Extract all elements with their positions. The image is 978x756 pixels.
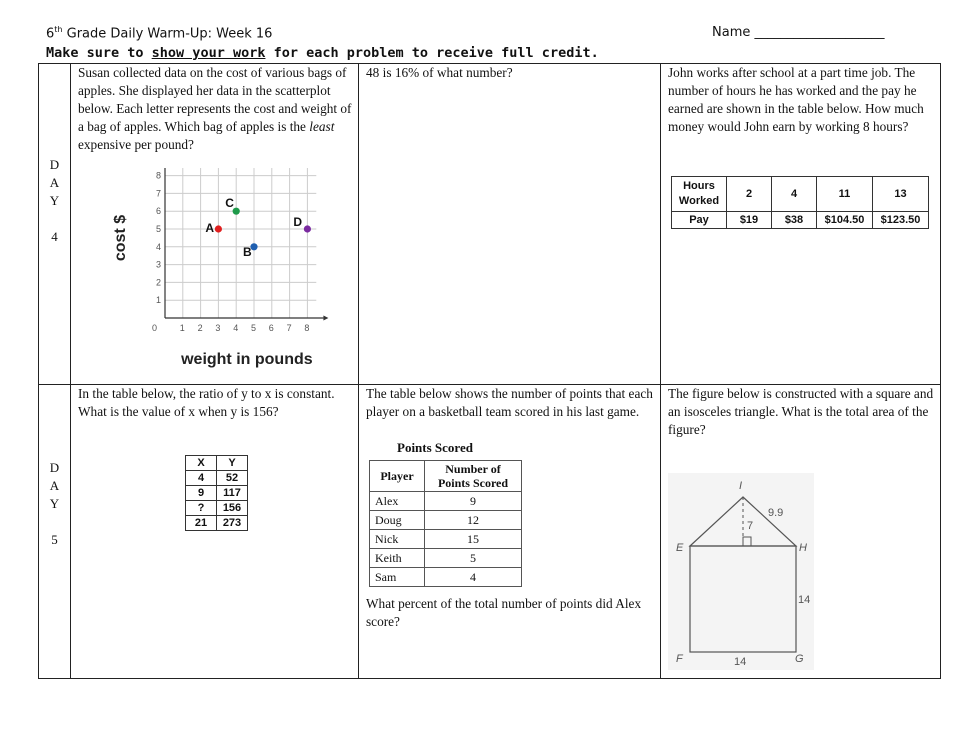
x-tick-label: 0 (152, 323, 158, 333)
points-table (369, 460, 522, 587)
player-name: Doug (370, 511, 425, 530)
x-tick-label: 6 (268, 323, 274, 333)
vertex-label-h: H (799, 542, 807, 554)
x-tick-label: 5 (251, 323, 257, 333)
points-table-title: Points Scored (397, 440, 473, 455)
side-length-label: 14 (798, 594, 811, 606)
worksheet-title: 6th Grade Daily Warm-Up: Week 16 (46, 25, 273, 42)
player-name: Keith (370, 549, 425, 568)
hours-cell: 11 (817, 177, 873, 212)
player-points: 9 (425, 492, 522, 511)
day-4-label: D A Y 4 (39, 64, 71, 385)
x-tick-label: 3 (215, 323, 221, 333)
square-triangle-figure (668, 473, 814, 670)
y-tick-label: 6 (156, 206, 162, 217)
pay-cell: $19 (727, 212, 772, 229)
day4-problem-3 (661, 64, 941, 385)
y-tick-label: 5 (156, 224, 162, 234)
y-tick-label: 8 (156, 170, 162, 181)
ratio-header: Y (217, 456, 248, 471)
hours-cell: 4 (772, 177, 817, 212)
y-tick-label: 4 (156, 241, 162, 252)
player-points: 12 (425, 511, 522, 530)
y-tick-label: 7 (156, 188, 162, 199)
scatter-question: Susan collected data on the cost of various bags of apples. She displayed her data in the scatterplot below. Each letter represents the cost and weight of a bag of apples. Which bag of apples is the least expensive per pound? (78, 65, 352, 152)
ratio-cell: 52 (217, 471, 248, 486)
y-tick-label: 1 (156, 295, 162, 306)
ratio-question: In the table below, the ratio of y to x is constant. What is the value of x when y is 156? (78, 386, 335, 419)
apple-scatterplot (109, 168, 329, 378)
ratio-header: X (186, 456, 217, 471)
ratio-cell: 9 (186, 486, 217, 501)
height-length-label: 7 (747, 520, 754, 532)
player-name: Sam (370, 568, 425, 587)
instructions: Make sure to show your work for each problem to receive full credit. (46, 45, 599, 61)
vertex-label-f: F (676, 653, 683, 665)
x-tick-label: 2 (197, 323, 203, 333)
point-label: D (293, 215, 303, 229)
pay-question: John works after school at a part time job. The number of hours he has worked and the pay he earned are shown in the table below. How much money would John earn by working 8 hours? (668, 65, 924, 134)
ratio-table (185, 455, 248, 531)
point-label: A (205, 221, 215, 235)
name-field[interactable]: Name ____________________ (712, 25, 885, 40)
pay-header: Pay (672, 212, 727, 229)
player-points: 4 (425, 568, 522, 587)
day5-problem-3 (661, 385, 941, 679)
vertex-label-e: E (676, 542, 684, 554)
x-tick-label: 4 (233, 323, 239, 333)
day-5-label: D A Y 5 (39, 385, 71, 679)
x-tick-label: 7 (286, 323, 292, 333)
day5-problem-2 (359, 385, 661, 679)
player-points: 15 (425, 530, 522, 549)
y-tick-label: 3 (156, 259, 162, 270)
percent-question: 48 is 16% of what number? (366, 65, 513, 80)
data-point (304, 225, 311, 232)
pay-cell: $123.50 (873, 212, 929, 229)
pay-cell: $38 (772, 212, 817, 229)
player-name: Alex (370, 492, 425, 511)
warmup-grid (38, 63, 941, 679)
ratio-cell: 273 (217, 516, 248, 531)
points-question: The table below shows the number of points that each player on a basketball team scored in his last game. (366, 386, 653, 419)
day4-problem-2 (359, 64, 661, 385)
data-point (215, 225, 222, 232)
y-tick-label: 2 (156, 277, 162, 288)
handwritten-x-label: weight in pounds (181, 351, 313, 368)
vertex-label-g: G (795, 653, 804, 665)
points-header: Number of Points Scored (425, 461, 522, 492)
x-axis-arrow (323, 316, 328, 321)
ratio-cell: 156 (217, 501, 248, 516)
slant-length-label: 9.9 (768, 507, 784, 519)
day5-problem-1 (71, 385, 359, 679)
ratio-cell: 21 (186, 516, 217, 531)
bottom-length-label: 14 (734, 656, 747, 668)
hours-cell: 2 (727, 177, 772, 212)
ratio-cell: 117 (217, 486, 248, 501)
x-tick-label: 8 (304, 323, 310, 333)
point-label: B (243, 244, 252, 259)
player-header: Player (370, 461, 425, 492)
point-label: C (225, 196, 234, 211)
hours-cell: 13 (873, 177, 929, 212)
ratio-cell: 4 (186, 471, 217, 486)
area-question: The figure below is constructed with a square and an isosceles triangle. What is the total area of the figure? (668, 386, 934, 437)
player-name: Nick (370, 530, 425, 549)
day4-problem-1 (71, 64, 359, 385)
hours-header: Hours Worked (672, 177, 727, 212)
handwritten-y-label: cost $ (112, 214, 129, 262)
x-tick-label: 1 (179, 323, 185, 333)
ratio-cell: ? (186, 501, 217, 516)
vertex-label-i: I (739, 480, 743, 492)
percent-points-question: What percent of the total number of points did Alex score? (366, 596, 642, 629)
hours-pay-table (671, 176, 929, 229)
pay-cell: $104.50 (817, 212, 873, 229)
player-points: 5 (425, 549, 522, 568)
